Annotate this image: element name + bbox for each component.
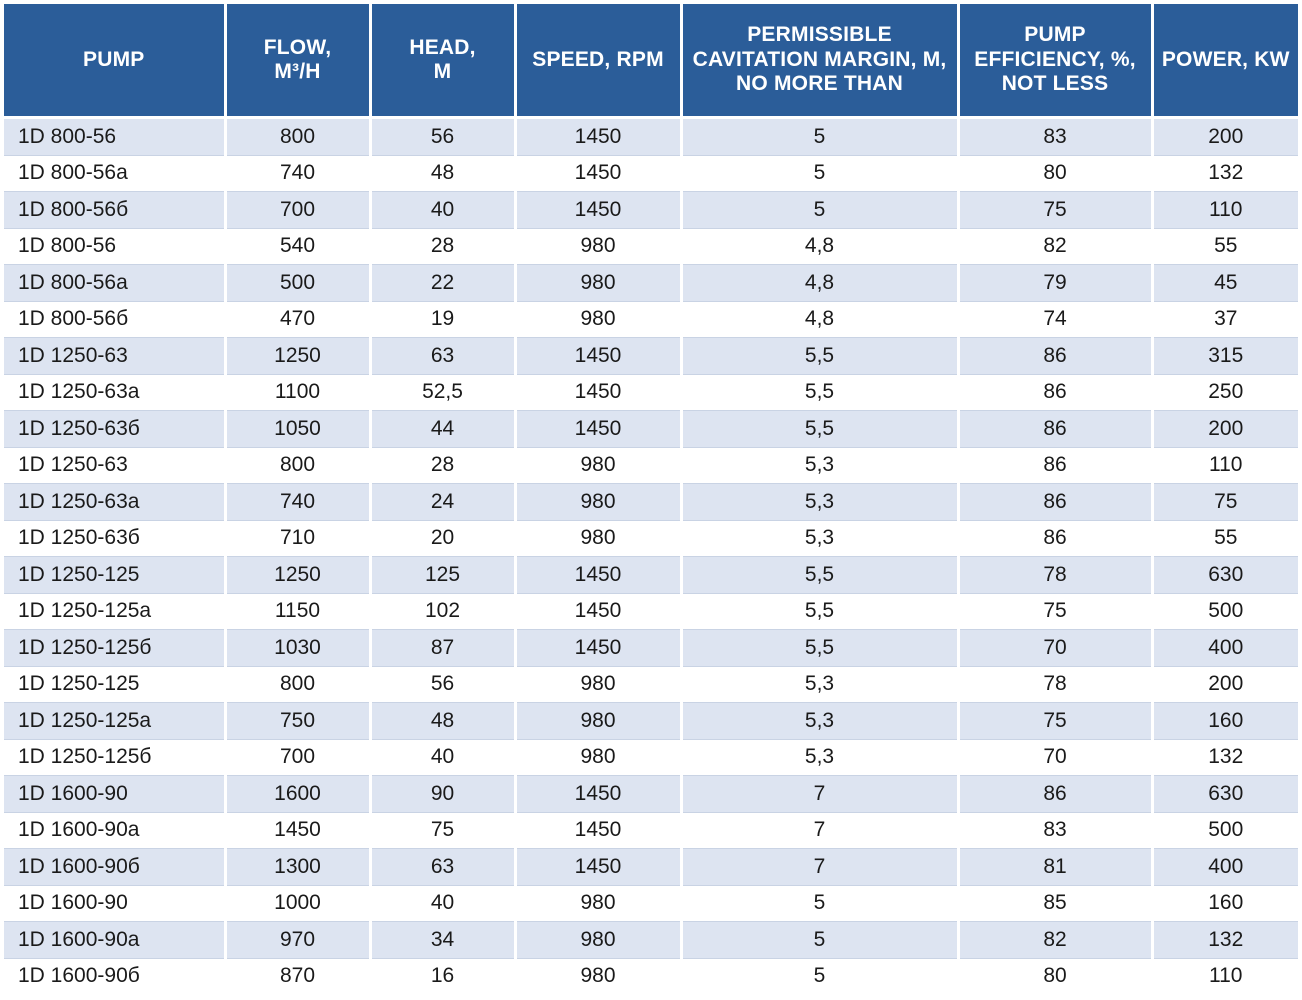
cell-pump: 1D 800-56б: [4, 301, 225, 338]
table-row: [4, 593, 1298, 630]
cell-head: 40: [370, 192, 515, 229]
cell-head: 16: [370, 958, 515, 994]
cell-cavitation: 5,3: [681, 703, 958, 740]
cell-pump: 1D 1250-63б: [4, 411, 225, 448]
cell-efficiency: 86: [958, 338, 1152, 375]
table-row: [4, 484, 1298, 521]
cell-pump: 1D 1600-90б: [4, 849, 225, 886]
cell-speed: 980: [515, 958, 681, 994]
cell-head: 63: [370, 338, 515, 375]
cell-cavitation: 4,8: [681, 228, 958, 265]
cell-flow: 750: [225, 703, 370, 740]
cell-pump: 1D 800-56б: [4, 192, 225, 229]
table-row: [4, 338, 1298, 375]
table-header-row: [4, 4, 1298, 118]
cell-pump: 1D 1250-125: [4, 557, 225, 594]
cell-cavitation: 5,5: [681, 338, 958, 375]
cell-cavitation: 5,3: [681, 520, 958, 557]
table-row: [4, 776, 1298, 813]
cell-flow: 1100: [225, 374, 370, 411]
cell-efficiency: 86: [958, 374, 1152, 411]
cell-head: 28: [370, 228, 515, 265]
cell-cavitation: 5: [681, 885, 958, 922]
cell-speed: 1450: [515, 776, 681, 813]
cell-pump: 1D 1250-125: [4, 666, 225, 703]
table-body: [4, 118, 1298, 995]
column-header-pump: PUMP: [4, 4, 225, 118]
table-row: [4, 118, 1298, 156]
cell-power: 55: [1152, 228, 1298, 265]
cell-flow: 1450: [225, 812, 370, 849]
cell-power: 160: [1152, 703, 1298, 740]
cell-speed: 980: [515, 301, 681, 338]
cell-efficiency: 86: [958, 484, 1152, 521]
cell-efficiency: 79: [958, 265, 1152, 302]
cell-speed: 980: [515, 922, 681, 959]
cell-pump: 1D 1250-125б: [4, 739, 225, 776]
cell-pump: 1D 1250-125a: [4, 593, 225, 630]
cell-power: 160: [1152, 885, 1298, 922]
cell-power: 500: [1152, 812, 1298, 849]
column-header-head: HEAD, M: [370, 4, 515, 118]
cell-speed: 980: [515, 739, 681, 776]
cell-flow: 710: [225, 520, 370, 557]
cell-speed: 1450: [515, 192, 681, 229]
cell-power: 500: [1152, 593, 1298, 630]
table-row: [4, 630, 1298, 667]
cell-efficiency: 86: [958, 776, 1152, 813]
cell-efficiency: 81: [958, 849, 1152, 886]
cell-power: 132: [1152, 739, 1298, 776]
cell-cavitation: 5,5: [681, 557, 958, 594]
cell-efficiency: 82: [958, 228, 1152, 265]
cell-speed: 1450: [515, 338, 681, 375]
cell-speed: 1450: [515, 593, 681, 630]
cell-pump: 1D 1600-90a: [4, 922, 225, 959]
cell-power: 110: [1152, 192, 1298, 229]
cell-cavitation: 5: [681, 192, 958, 229]
cell-speed: 980: [515, 885, 681, 922]
cell-speed: 1450: [515, 155, 681, 192]
cell-head: 125: [370, 557, 515, 594]
cell-cavitation: 7: [681, 812, 958, 849]
cell-head: 20: [370, 520, 515, 557]
cell-head: 48: [370, 155, 515, 192]
cell-power: 110: [1152, 958, 1298, 994]
cell-flow: 1300: [225, 849, 370, 886]
cell-speed: 980: [515, 265, 681, 302]
table-row: [4, 520, 1298, 557]
pump-specification-table: [4, 4, 1298, 994]
cell-efficiency: 75: [958, 703, 1152, 740]
cell-power: 400: [1152, 849, 1298, 886]
cell-pump: 1D 1250-63a: [4, 484, 225, 521]
cell-speed: 980: [515, 666, 681, 703]
cell-flow: 740: [225, 484, 370, 521]
table-row: [4, 374, 1298, 411]
table-row: [4, 155, 1298, 192]
cell-efficiency: 83: [958, 118, 1152, 156]
cell-power: 630: [1152, 776, 1298, 813]
cell-cavitation: 4,8: [681, 301, 958, 338]
cell-cavitation: 5,3: [681, 739, 958, 776]
cell-flow: 470: [225, 301, 370, 338]
cell-power: 200: [1152, 411, 1298, 448]
cell-pump: 1D 1250-63б: [4, 520, 225, 557]
cell-flow: 970: [225, 922, 370, 959]
cell-pump: 1D 800-56a: [4, 155, 225, 192]
cell-speed: 980: [515, 228, 681, 265]
table-row: [4, 703, 1298, 740]
cell-efficiency: 86: [958, 447, 1152, 484]
cell-flow: 1250: [225, 557, 370, 594]
cell-head: 56: [370, 666, 515, 703]
cell-cavitation: 5,3: [681, 484, 958, 521]
cell-cavitation: 5: [681, 155, 958, 192]
cell-pump: 1D 1250-63a: [4, 374, 225, 411]
table-header: [4, 4, 1298, 118]
cell-power: 55: [1152, 520, 1298, 557]
cell-pump: 1D 1250-63: [4, 447, 225, 484]
cell-flow: 700: [225, 192, 370, 229]
cell-head: 24: [370, 484, 515, 521]
table-row: [4, 958, 1298, 994]
cell-flow: 1050: [225, 411, 370, 448]
table-row: [4, 411, 1298, 448]
cell-power: 110: [1152, 447, 1298, 484]
cell-cavitation: 5,5: [681, 630, 958, 667]
cell-pump: 1D 1600-90б: [4, 958, 225, 994]
cell-efficiency: 70: [958, 739, 1152, 776]
cell-efficiency: 75: [958, 593, 1152, 630]
cell-head: 63: [370, 849, 515, 886]
cell-head: 102: [370, 593, 515, 630]
cell-power: 75: [1152, 484, 1298, 521]
table-row: [4, 228, 1298, 265]
cell-efficiency: 86: [958, 411, 1152, 448]
cell-pump: 1D 1600-90: [4, 885, 225, 922]
cell-head: 56: [370, 118, 515, 156]
cell-power: 132: [1152, 155, 1298, 192]
table-row: [4, 192, 1298, 229]
table-row: [4, 885, 1298, 922]
cell-speed: 980: [515, 447, 681, 484]
cell-speed: 1450: [515, 118, 681, 156]
cell-flow: 1000: [225, 885, 370, 922]
cell-head: 87: [370, 630, 515, 667]
cell-cavitation: 5,3: [681, 666, 958, 703]
cell-power: 200: [1152, 666, 1298, 703]
cell-cavitation: 5: [681, 922, 958, 959]
cell-head: 90: [370, 776, 515, 813]
column-header-power: POWER, KW: [1152, 4, 1298, 118]
cell-efficiency: 80: [958, 155, 1152, 192]
cell-cavitation: 5: [681, 958, 958, 994]
cell-flow: 1030: [225, 630, 370, 667]
table-row: [4, 849, 1298, 886]
cell-efficiency: 70: [958, 630, 1152, 667]
table-row: [4, 812, 1298, 849]
cell-cavitation: 4,8: [681, 265, 958, 302]
cell-power: 400: [1152, 630, 1298, 667]
cell-efficiency: 82: [958, 922, 1152, 959]
cell-flow: 870: [225, 958, 370, 994]
cell-efficiency: 85: [958, 885, 1152, 922]
cell-pump: 1D 1250-63: [4, 338, 225, 375]
cell-pump: 1D 800-56: [4, 118, 225, 156]
cell-power: 630: [1152, 557, 1298, 594]
cell-head: 52,5: [370, 374, 515, 411]
column-header-pump-efficiency: PUMP EFFICIENCY, %, NOT LESS: [958, 4, 1152, 118]
cell-speed: 1450: [515, 849, 681, 886]
cell-pump: 1D 1600-90a: [4, 812, 225, 849]
cell-flow: 800: [225, 447, 370, 484]
cell-flow: 800: [225, 666, 370, 703]
cell-pump: 1D 1600-90: [4, 776, 225, 813]
cell-cavitation: 5,5: [681, 411, 958, 448]
cell-pump: 1D 800-56a: [4, 265, 225, 302]
cell-speed: 980: [515, 484, 681, 521]
cell-speed: 980: [515, 703, 681, 740]
table-row: [4, 739, 1298, 776]
cell-efficiency: 86: [958, 520, 1152, 557]
cell-cavitation: 5: [681, 118, 958, 156]
cell-speed: 1450: [515, 812, 681, 849]
table-row: [4, 557, 1298, 594]
cell-cavitation: 7: [681, 849, 958, 886]
cell-head: 40: [370, 885, 515, 922]
cell-speed: 1450: [515, 411, 681, 448]
table-row: [4, 447, 1298, 484]
column-header-cavitation-margin: PERMISSIBLE CAVITATION MARGIN, M, NO MORE THAN: [681, 4, 958, 118]
cell-speed: 1450: [515, 557, 681, 594]
cell-efficiency: 78: [958, 666, 1152, 703]
cell-power: 132: [1152, 922, 1298, 959]
cell-power: 45: [1152, 265, 1298, 302]
cell-power: 315: [1152, 338, 1298, 375]
cell-power: 250: [1152, 374, 1298, 411]
column-header-speed: SPEED, RPM: [515, 4, 681, 118]
cell-pump: 1D 1250-125б: [4, 630, 225, 667]
column-header-flow: FLOW, M³/H: [225, 4, 370, 118]
cell-flow: 500: [225, 265, 370, 302]
cell-efficiency: 75: [958, 192, 1152, 229]
table-row: [4, 301, 1298, 338]
cell-head: 75: [370, 812, 515, 849]
cell-speed: 980: [515, 520, 681, 557]
cell-cavitation: 5,3: [681, 447, 958, 484]
cell-power: 37: [1152, 301, 1298, 338]
table-row: [4, 265, 1298, 302]
cell-efficiency: 80: [958, 958, 1152, 994]
cell-head: 19: [370, 301, 515, 338]
cell-pump: 1D 800-56: [4, 228, 225, 265]
cell-head: 40: [370, 739, 515, 776]
cell-speed: 1450: [515, 374, 681, 411]
cell-power: 200: [1152, 118, 1298, 156]
cell-efficiency: 83: [958, 812, 1152, 849]
cell-flow: 1600: [225, 776, 370, 813]
cell-cavitation: 7: [681, 776, 958, 813]
cell-efficiency: 74: [958, 301, 1152, 338]
cell-head: 34: [370, 922, 515, 959]
cell-flow: 540: [225, 228, 370, 265]
cell-cavitation: 5,5: [681, 374, 958, 411]
cell-flow: 700: [225, 739, 370, 776]
cell-flow: 740: [225, 155, 370, 192]
cell-flow: 800: [225, 118, 370, 156]
cell-head: 44: [370, 411, 515, 448]
cell-head: 48: [370, 703, 515, 740]
table-row: [4, 666, 1298, 703]
cell-head: 28: [370, 447, 515, 484]
cell-cavitation: 5,5: [681, 593, 958, 630]
cell-speed: 1450: [515, 630, 681, 667]
cell-flow: 1250: [225, 338, 370, 375]
table-row: [4, 922, 1298, 959]
cell-efficiency: 78: [958, 557, 1152, 594]
cell-pump: 1D 1250-125a: [4, 703, 225, 740]
cell-flow: 1150: [225, 593, 370, 630]
cell-head: 22: [370, 265, 515, 302]
